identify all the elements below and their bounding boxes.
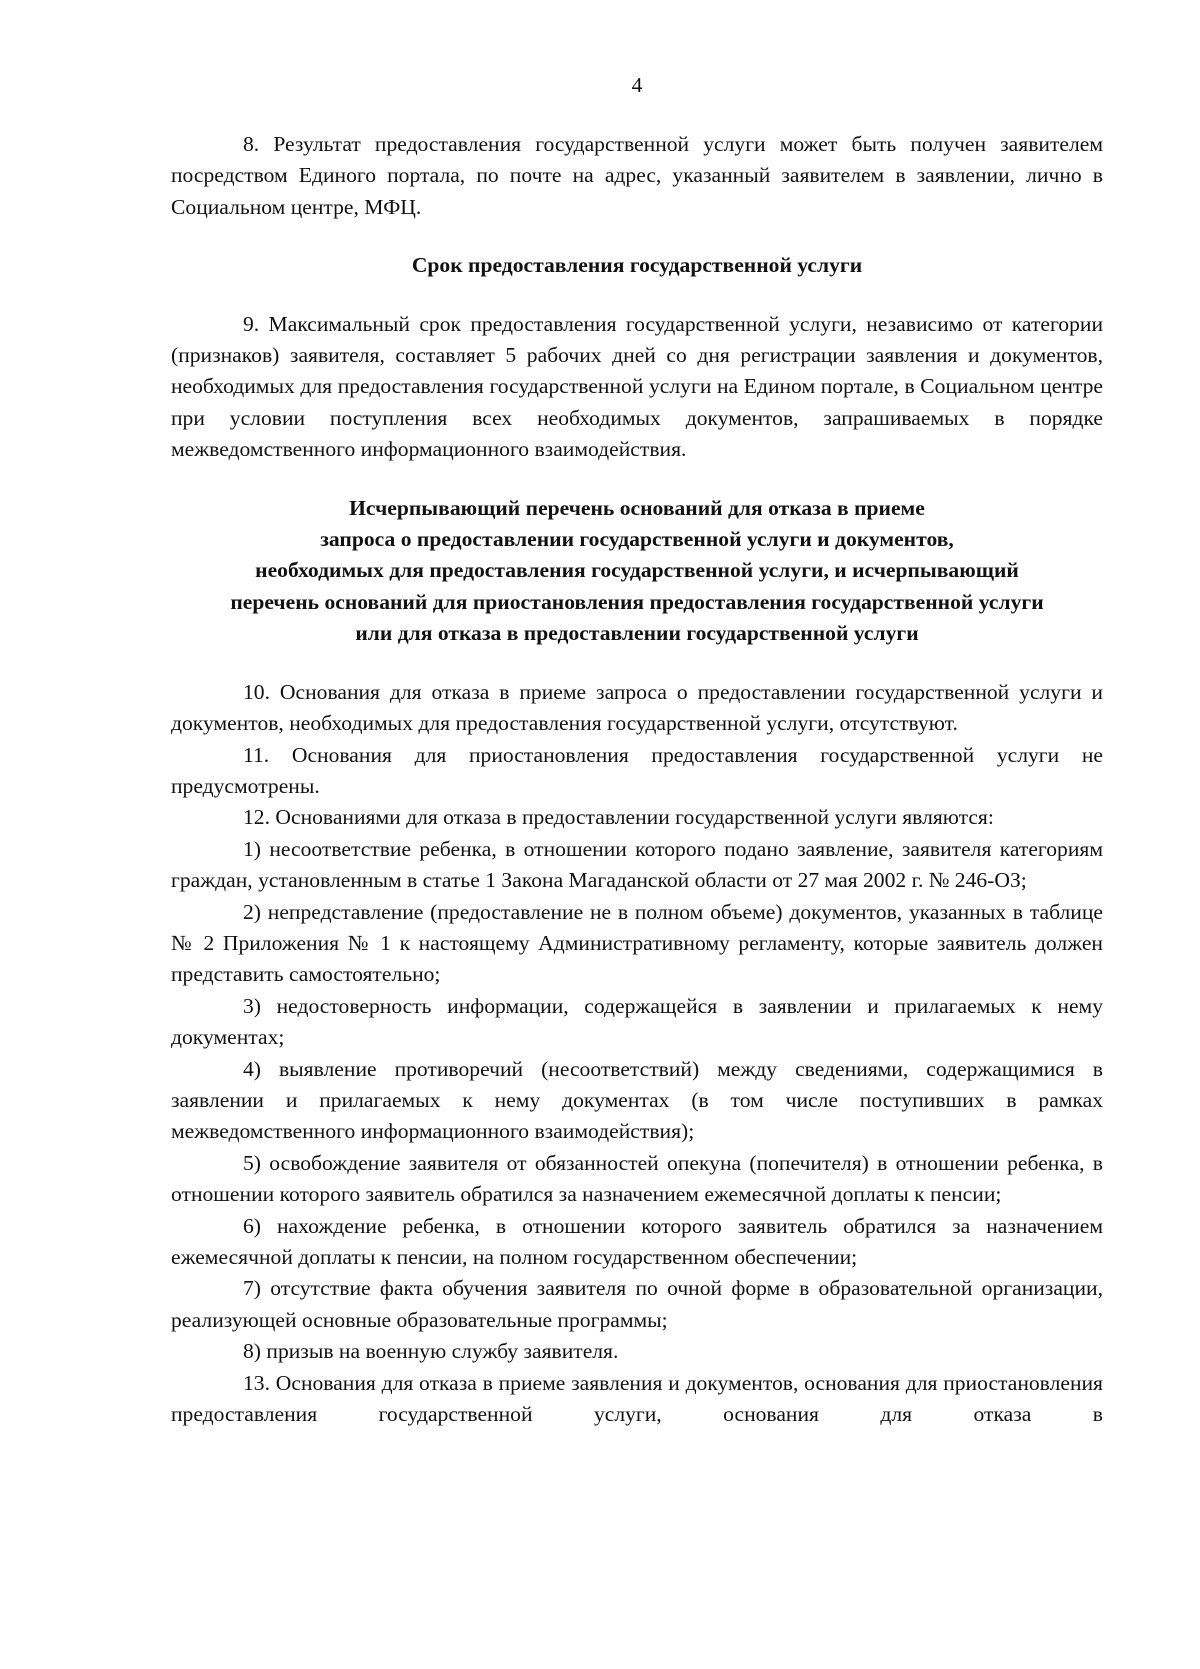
document-page [171,70,1103,1430]
heading-refusal-grounds [171,493,1103,650]
paragraph-10: 10. Основания для отказа в приеме запроса о предоставлении государственной услуги и документов, необходимых для предоставления государственной услуги, отсутствуют. [171,679,1103,736]
list-item-6: 6) нахождение ребенка, в отношении которого заявитель обратился за назначением ежемесячной доплаты к пенсии, на полном государственном обеспечении; [171,1213,1103,1269]
heading-line: запроса о предоставлении государственной услуги и документов, [320,527,954,552]
page-number: 4 [631,73,643,97]
paragraph-9: 9. Максимальный срок предоставления государственной услуги, независимо от категории (признаков) заявителя, составляет 5 рабочих дней со дня регистрации заявления и документов, необходимых для предоставления государственной услуги на Едином портале, в Социальном центре при условии поступления всех необходимых документов, запрашиваемых в порядке межведомственного информационного взаимодействия. [171,311,1103,462]
paragraph-13: 13. Основания для отказа в приеме заявления и документов, основания для приостановления предоставления государственной услуги, основания для отказа в [171,1370,1103,1427]
heading-line: перечень оснований для приостановления предоставления государственной услуги [230,589,1044,614]
heading-line: Исчерпывающий перечень оснований для отказа в приеме [349,495,925,520]
list-item-4: 4) выявление противоречий (несоответствий) между сведениями, содержащимися в заявлении и прилагаемых к нему документах (в том числе поступивших в рамках межведомственного информационного взаимодействия); [171,1056,1103,1144]
list-item-3: 3) недостоверность информации, содержащейся в заявлении и прилагаемых к нему документах; [171,993,1103,1050]
list-item-7: 7) отсутствие факта обучения заявителя по очной форме в образовательной организации, реализующей основные образовательные программы; [171,1276,1103,1332]
list-item-8: 8) призыв на военную службу заявителя. [243,1339,619,1364]
heading-line: необходимых для предоставления государственной услуги, и исчерпывающий [255,558,1019,583]
paragraph-12: 12. Основаниями для отказа в предоставлении государственной услуги являются: [243,805,994,830]
list-item-5: 5) освобождение заявителя от обязанностей опекуна (попечителя) в отношении ребенка, в отношении которого заявитель обратился за назначением ежемесячной доплаты к пенсии; [171,1150,1103,1207]
heading-line: или для отказа в предоставлении государственной услуги [355,621,919,646]
paragraph-8: 8. Результат предоставления государственной услуги может быть получен заявителем посредством Единого портала, по почте на адрес, указанный заявителем в заявлении, лично в Социальном центре, МФЦ. [171,132,1103,219]
paragraph-11: 11. Основания для приостановления предоставления государственной услуги не предусмотрены. [171,742,1103,798]
list-item-1: 1) несоответствие ребенка, в отношении которого подано заявление, заявителя категориям граждан, установленным в статье 1 Закона Магаданской области от 27 мая 2002 г. № 246-ОЗ; [171,836,1103,893]
heading-service-term: Срок предоставления государственной услуги [411,253,863,278]
list-item-2: 2) непредставление (предоставление не в полном объеме) документов, указанных в таблице № 2 Приложения № 1 к настоящему Административному регламенту, которые заявитель должен представить самостоятельно; [171,899,1103,987]
